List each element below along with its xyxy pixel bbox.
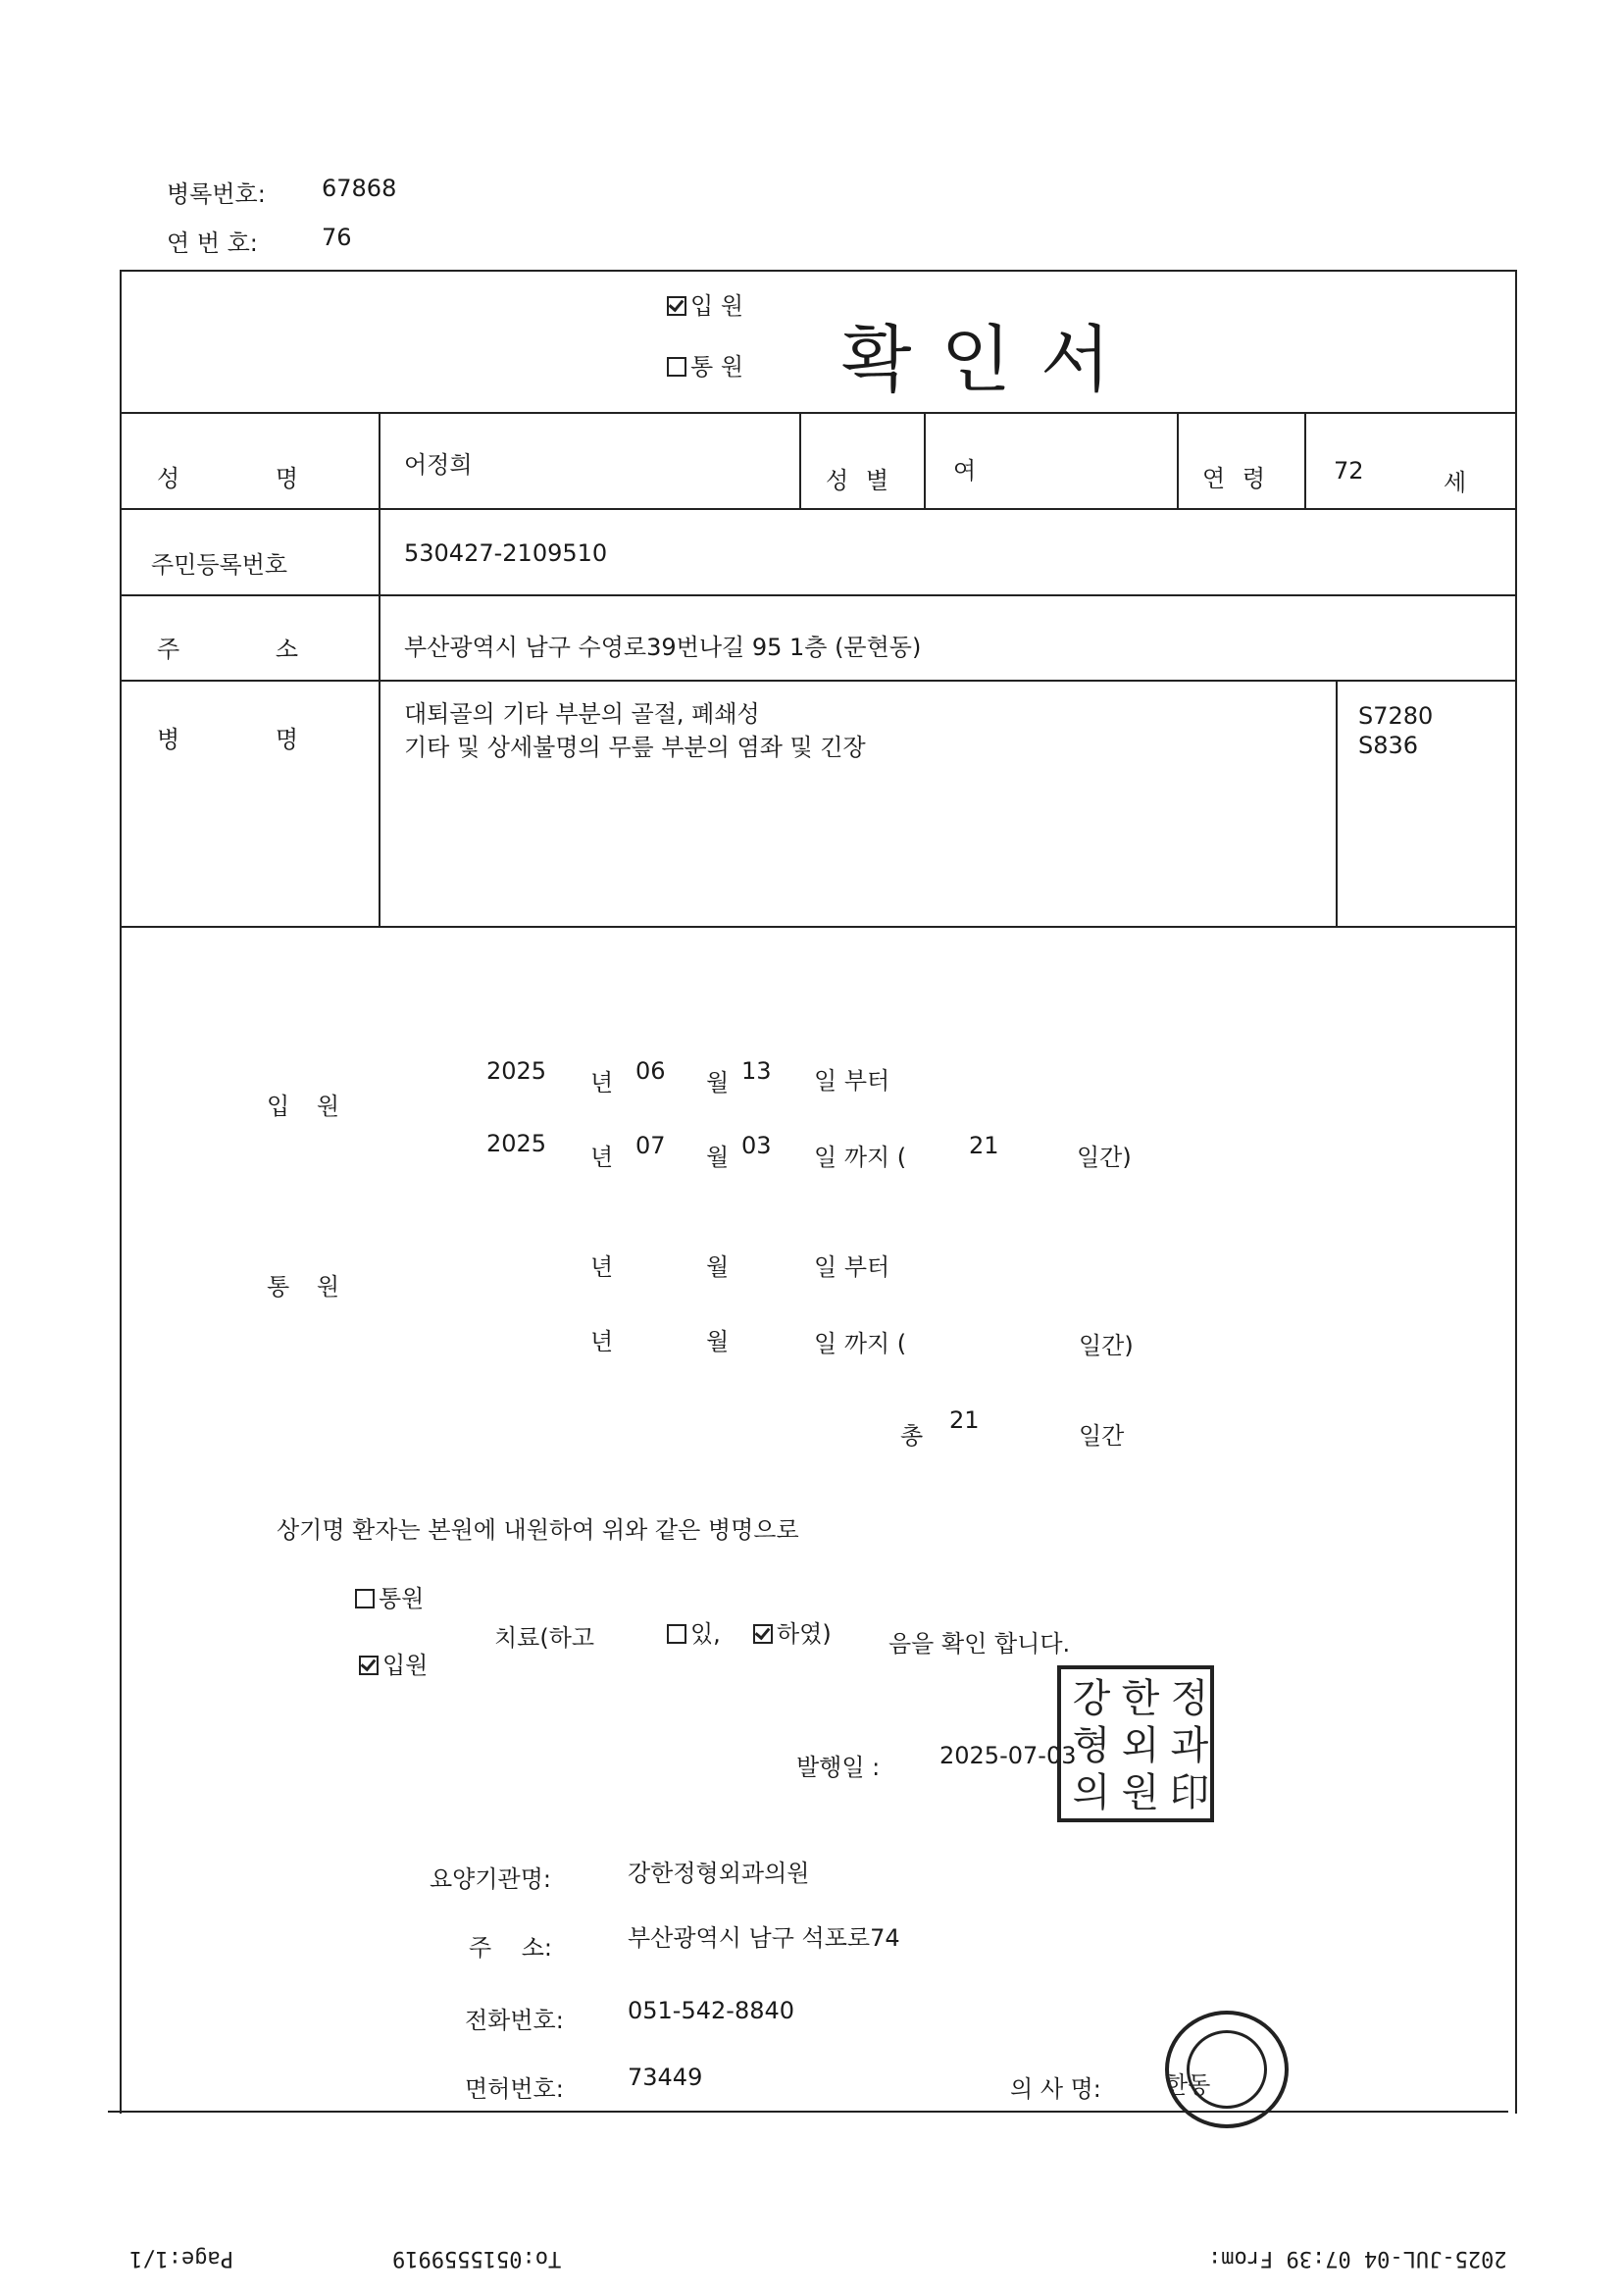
patient-sex: 여: [953, 457, 977, 485]
total-label: 총: [900, 1422, 924, 1450]
day-from-label: 일 부터: [814, 1253, 890, 1281]
admission-from-day: 13: [741, 1057, 772, 1085]
checked-box-icon: [753, 1624, 773, 1644]
column-divider: [1304, 412, 1306, 508]
confirm-text: 음을 확인 합니다.: [888, 1630, 1071, 1658]
issue-date-label: 발행일 :: [796, 1754, 881, 1781]
license-label: 면허번호:: [465, 2075, 564, 2103]
sex-label: 성 별: [826, 467, 888, 494]
diagnosis-code-2: S836: [1358, 732, 1419, 759]
doctor-name: 한동: [1165, 2071, 1211, 2099]
checked-box-icon: [359, 1656, 379, 1675]
age-unit: 세: [1444, 469, 1467, 496]
institution-seal-stamp: 강 한 정 형 외 과 의 원 印: [1057, 1665, 1214, 1822]
days-unit: 일간): [1079, 1332, 1134, 1359]
rrn-value: 530427-2109510: [404, 539, 608, 567]
record-number-value: 67868: [322, 175, 397, 202]
total-days: 21: [949, 1406, 980, 1434]
year-unit: 년: [590, 1144, 614, 1171]
institution-address: 부산광역시 남구 석포로74: [628, 1924, 900, 1952]
address-label: 주 소: [157, 636, 298, 663]
diagnosis-line-2: 기타 및 상세불명의 무릎 부분의 염좌 및 긴장: [404, 734, 866, 761]
fax-to-number: To:0515559919: [392, 2246, 562, 2270]
license-number: 73449: [628, 2064, 703, 2091]
month-unit: 월: [706, 1069, 730, 1097]
day-to-label: 일 까지 (: [814, 1144, 907, 1171]
column-divider: [924, 412, 926, 508]
serial-number-label: 연 번 호:: [167, 230, 258, 257]
admission-days: 21: [969, 1132, 999, 1159]
empty-box-icon: [667, 357, 686, 377]
days-unit: 일간): [1077, 1144, 1132, 1171]
phone-number: 051-542-8840: [628, 1997, 795, 2024]
document-title: 확인서: [841, 318, 1141, 402]
patient-address: 부산광역시 남구 수영로39번나길 95 1층 (문현동): [404, 634, 922, 661]
row-divider: [120, 412, 1517, 414]
name-label: 성 명: [157, 465, 298, 492]
issue-date: 2025-07-03: [939, 1742, 1077, 1769]
admission-to-month: 07: [635, 1132, 666, 1159]
row-divider: [120, 926, 1517, 928]
column-divider: [379, 412, 380, 926]
seal-inner-ring: [1187, 2030, 1267, 2109]
admission-from-year: 2025: [486, 1057, 547, 1085]
statement-text: 상기명 환자는 본원에 내원하여 위와 같은 병명으로: [277, 1516, 799, 1544]
institution-name-label: 요양기관명:: [430, 1865, 552, 1893]
year-unit: 년: [590, 1253, 614, 1281]
row-divider: [120, 508, 1517, 510]
column-divider: [799, 412, 801, 508]
column-divider: [1336, 680, 1338, 926]
outpatient-option: 통 원: [667, 347, 743, 382]
institution-name: 강한정형외과의원: [628, 1860, 810, 1887]
diagnosis-code-1: S7280: [1358, 702, 1434, 730]
row-divider: [120, 680, 1517, 682]
treatment-done-option: 하였): [753, 1614, 832, 1649]
frame-bottom-line: [108, 2111, 1508, 2113]
year-unit: 년: [590, 1328, 614, 1355]
diagnosis-line-1: 대퇴골의 기타 부분의 골절, 폐쇄성: [404, 700, 760, 728]
treatment-label: 치료(하고: [494, 1624, 595, 1652]
admission-to-year: 2025: [486, 1130, 547, 1157]
admission-from-month: 06: [635, 1057, 666, 1085]
row-divider: [120, 594, 1517, 596]
admission-label: 입 원: [267, 1093, 339, 1120]
month-unit: 월: [706, 1144, 730, 1171]
outpatient-label: 통 원: [267, 1273, 339, 1301]
fax-page-indicator: Page:1/1: [129, 2246, 233, 2270]
patient-name: 어정희: [404, 451, 473, 479]
day-to-label: 일 까지 (: [814, 1330, 907, 1357]
record-number-label: 병록번호:: [167, 180, 266, 208]
institution-address-label: 주 소:: [469, 1934, 552, 1962]
certificate-frame: [120, 270, 1517, 2114]
admission-to-day: 03: [741, 1132, 772, 1159]
age-label: 연 령: [1202, 465, 1265, 492]
patient-age: 72: [1334, 457, 1364, 485]
statement-outpatient-option: 통원: [355, 1579, 424, 1613]
diagnosis-label: 병 명: [157, 726, 298, 753]
inpatient-option: 입 원: [667, 286, 743, 321]
checked-box-icon: [667, 296, 686, 316]
day-from-label: 일 부터: [814, 1067, 890, 1095]
statement-inpatient-option: 입원: [359, 1646, 428, 1680]
column-divider: [1177, 412, 1179, 508]
treatment-ongoing-option: 있,: [667, 1614, 721, 1649]
serial-number-value: 76: [322, 224, 352, 251]
month-unit: 월: [706, 1253, 730, 1281]
empty-box-icon: [667, 1624, 686, 1644]
empty-box-icon: [355, 1589, 375, 1608]
total-unit: 일간: [1079, 1422, 1125, 1450]
year-unit: 년: [590, 1069, 614, 1097]
rrn-label: 주민등록번호: [151, 551, 288, 579]
doctor-label: 의 사 명:: [1010, 2075, 1101, 2103]
phone-label: 전화번호:: [465, 2007, 564, 2034]
fax-timestamp: 2025-JUL-04 07:39 From:: [1208, 2246, 1507, 2270]
month-unit: 월: [706, 1328, 730, 1355]
